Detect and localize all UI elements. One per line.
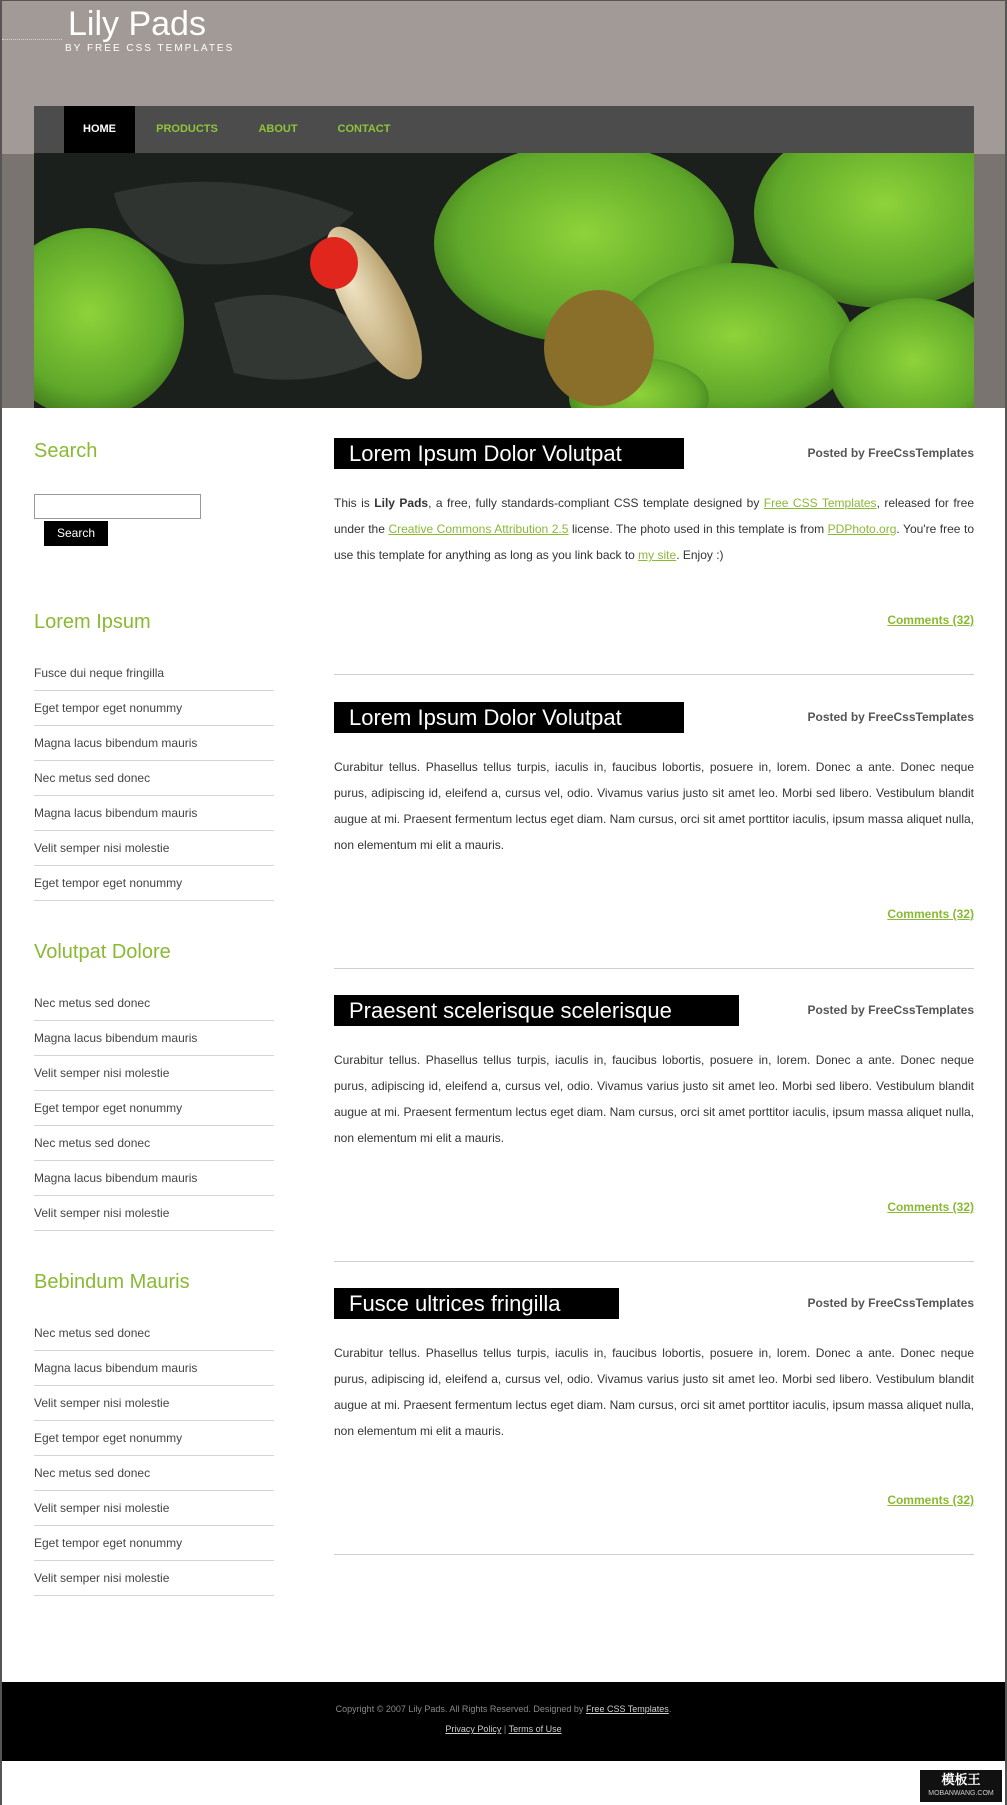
my-site-link[interactable]: my site [638,548,677,562]
list-item[interactable]: Velit semper nisi molestie [34,1056,274,1091]
pdphoto-link[interactable]: PDPhoto.org [827,522,897,536]
body-text: , released for free under the [334,496,975,536]
search-input[interactable] [34,494,201,519]
post [334,438,974,678]
list-item[interactable]: Magna lacus bibendum mauris [34,1021,274,1056]
search-section [34,440,274,463]
section-heading: Bebindum Mauris [34,1271,190,1293]
footer-copyright [2,1704,1005,1714]
list-item[interactable]: Magna lacus bibendum mauris [34,796,274,831]
comments-link[interactable]: Comments (32) [887,907,974,921]
post-divider [334,968,974,969]
nav-contact[interactable]: CONTACT [337,123,391,135]
link-list [34,986,274,1231]
nav-home[interactable]: HOME [64,106,135,153]
site-subtitle: BY FREE CSS TEMPLATES [65,43,235,54]
list-item[interactable]: Eget tempor eget nonummy [34,1091,274,1126]
search-button[interactable]: Search [44,521,108,546]
copyright-text: Copyright © 2007 Lily Pads. All Rights Reserved. Designed by [335,1704,586,1714]
body-text: license. The photo used in this template is from [568,522,828,536]
list-item[interactable]: Eget tempor eget nonummy [34,691,274,726]
watermark-logo [920,1770,1002,1802]
footer-links [2,1724,1005,1734]
post-title[interactable]: Praesent scelerisque scelerisque [334,995,739,1026]
post-title[interactable]: Fusce ultrices fringilla [334,1288,619,1319]
list-item[interactable]: Velit semper nisi molestie [34,1196,274,1231]
post [334,1288,974,1558]
post-author: Posted by FreeCssTemplates [807,710,974,724]
post-author: Posted by FreeCssTemplates [807,1296,974,1310]
list-item[interactable]: Nec metus sed donec [34,986,274,1021]
list-item[interactable]: Magna lacus bibendum mauris [34,1351,274,1386]
comments-link[interactable]: Comments (32) [887,613,974,627]
list-item[interactable]: Velit semper nisi molestie [34,1491,274,1526]
bebindum-mauris-section [34,1271,274,1596]
list-item[interactable]: Velit semper nisi molestie [34,1561,274,1596]
list-item[interactable]: Nec metus sed donec [34,1316,274,1351]
nav-products[interactable]: PRODUCTS [156,123,218,135]
post-body: Curabitur tellus. Phasellus tellus turpis, iaculis in, faucibus lobortis, posuere in, lorem. Donec a ante. Donec neque purus, adipiscing id, eleifend a, cursus vel, odio. Vivamus varius justo sit amet leo. Morbi sed libero. Vestibulum blandit augue at mi. Praesent fermentum lectus eget diam. Nam cursus, orci sit amet porttitor iaculis, ipsum massa aliquet nulla, non elementum mi elit a mauris. [334,1346,974,1438]
list-item[interactable]: Eget tempor eget nonummy [34,866,274,901]
terms-of-use-link[interactable]: Terms of Use [508,1724,562,1734]
lorem-ipsum-section [34,611,274,901]
body-text: This is [334,496,375,510]
copyright-end: . [668,1704,672,1714]
list-item[interactable]: Velit semper nisi molestie [34,1386,274,1421]
link-list [34,1316,274,1596]
creative-commons-link[interactable]: Creative Commons Attribution 2.5 [388,522,569,536]
nav-about[interactable]: ABOUT [258,123,298,135]
post-title[interactable]: Lorem Ipsum Dolor Volutpat [334,702,684,733]
volutpat-dolore-section [34,941,274,1231]
post-body: Curabitur tellus. Phasellus tellus turpis, iaculis in, faucibus lobortis, posuere in, lorem. Donec a ante. Donec neque purus, adipiscing id, eleifend a, cursus vel, odio. Vivamus varius justo sit amet leo. Morbi sed libero. Vestibulum blandit augue at mi. Praesent fermentum lectus eget diam. Nam cursus, orci sit amet porttitor iaculis, ipsum massa aliquet nulla, non elementum mi elit a mauris. [334,760,974,852]
post [334,702,974,972]
koi-lily-pad-illustration [34,153,974,408]
search-heading: Search [34,440,98,462]
banner-image [34,153,974,408]
post-divider [334,1261,974,1262]
post-title[interactable]: Lorem Ipsum Dolor Volutpat [334,438,684,469]
watermark-text: 模板王 [941,1772,981,1787]
watermark-subtext: MOBANWANG.COM [928,1790,994,1797]
main-nav [34,106,974,153]
section-heading: Lorem Ipsum [34,611,151,633]
comments-link[interactable]: Comments (32) [887,1200,974,1214]
free-css-templates-link[interactable]: Free CSS Templates [763,496,877,510]
list-item[interactable]: Magna lacus bibendum mauris [34,726,274,761]
list-item[interactable]: Fusce dui neque fringilla [34,656,274,691]
comments-link[interactable]: Comments (32) [887,1493,974,1507]
privacy-policy-link[interactable]: Privacy Policy [445,1724,502,1734]
section-heading: Volutpat Dolore [34,941,171,963]
footer-designer-link[interactable]: Free CSS Templates [585,1704,669,1714]
post-body: Curabitur tellus. Phasellus tellus turpis, iaculis in, faucibus lobortis, posuere in, lorem. Donec a ante. Donec neque purus, adipiscing id, eleifend a, cursus vel, odio. Vivamus varius justo sit amet leo. Morbi sed libero. Vestibulum blandit augue at mi. Praesent fermentum lectus eget diam. Nam cursus, orci sit amet porttitor iaculis, ipsum massa aliquet nulla, non elementum mi elit a mauris. [334,1053,974,1145]
list-item[interactable]: Eget tempor eget nonummy [34,1526,274,1561]
list-item[interactable]: Nec metus sed donec [34,761,274,796]
site-title[interactable]: Lily Pads [68,5,206,43]
list-item[interactable]: Nec metus sed donec [34,1456,274,1491]
body-text: . Enjoy :) [676,548,724,562]
link-list [34,656,274,901]
body-text: . You're free to use this template for anything as long as you link back to [334,522,974,562]
list-item[interactable]: Magna lacus bibendum mauris [34,1161,274,1196]
header-dotted-line [2,39,62,40]
post-author: Posted by FreeCssTemplates [807,446,974,460]
list-item[interactable]: Eget tempor eget nonummy [34,1421,274,1456]
post-divider [334,674,974,675]
list-item[interactable]: Velit semper nisi molestie [34,831,274,866]
post [334,995,974,1265]
post-divider [334,1554,974,1555]
list-item[interactable]: Nec metus sed donec [34,1126,274,1161]
post-author: Posted by FreeCssTemplates [807,1003,974,1017]
site-footer [2,1682,1005,1761]
footer-separator: | [501,1724,509,1734]
body-text: , a free, fully standards-compliant CSS template designed by [428,496,764,510]
body-bold-text: Lily Pads [374,496,429,510]
post-body [334,490,974,568]
